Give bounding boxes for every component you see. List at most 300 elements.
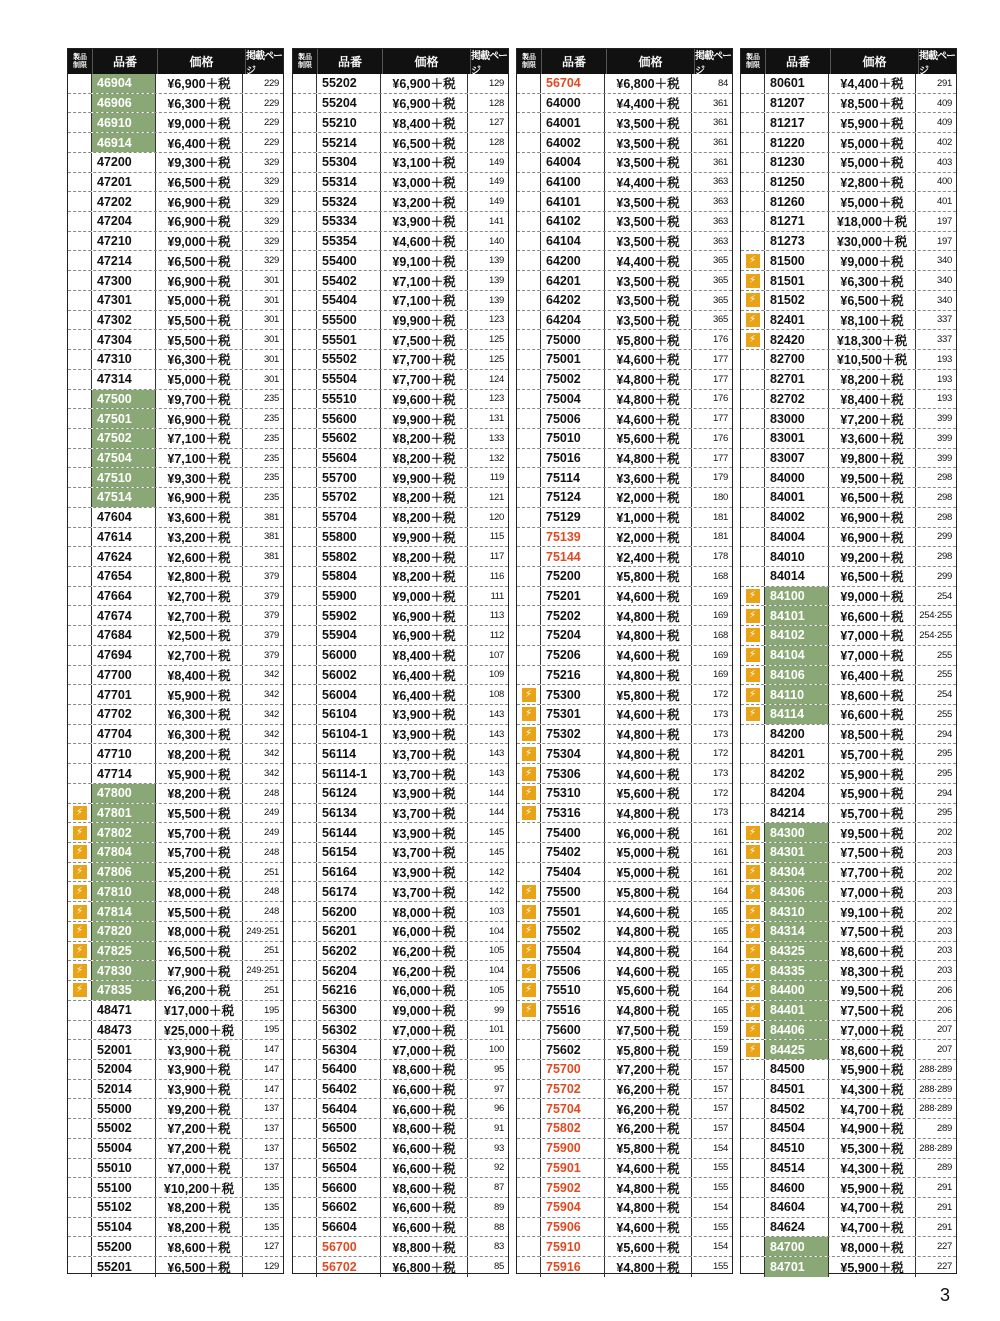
price: ¥6,000＋税 — [605, 823, 692, 842]
price: ¥4,800＋税 — [605, 1198, 692, 1217]
restriction-cell — [293, 902, 317, 921]
part-number: 64001 — [541, 113, 605, 132]
restriction-cell — [741, 251, 765, 270]
restriction-cell — [741, 1257, 765, 1277]
price: ¥10,200＋税 — [156, 1178, 243, 1197]
catalog-page: 298 — [937, 491, 952, 503]
table-row — [68, 823, 283, 843]
price: ¥6,400＋税 — [829, 666, 916, 685]
catalog-page: 169 — [713, 590, 728, 602]
catalog-page: 164 — [713, 886, 728, 898]
restriction-cell — [68, 567, 92, 586]
catalog-page: 202 — [937, 906, 952, 918]
restriction-cell — [517, 74, 541, 93]
restriction-cell — [293, 74, 317, 93]
table-row — [293, 133, 508, 153]
part-number: 56124 — [317, 784, 381, 803]
table-row — [68, 1119, 283, 1139]
part-number: 47704 — [92, 725, 156, 744]
table-row — [68, 1178, 283, 1198]
price: ¥6,500＋税 — [156, 251, 243, 270]
catalog-page: 173 — [713, 708, 728, 720]
part-number: 64204 — [541, 311, 605, 330]
table-row — [68, 350, 283, 370]
price: ¥5,000＋税 — [156, 291, 243, 310]
catalog-page: 229 — [264, 117, 279, 129]
part-number: 56404 — [317, 1099, 381, 1118]
price: ¥9,000＋税 — [381, 1001, 468, 1020]
price: ¥8,200＋税 — [381, 567, 468, 586]
table-row — [741, 192, 956, 212]
price: ¥4,600＋税 — [381, 232, 468, 251]
table-row — [293, 1178, 508, 1198]
part-number: 46910 — [92, 113, 156, 132]
catalog-page: 172 — [713, 689, 728, 701]
restriction-cell — [68, 863, 92, 882]
table-row — [293, 192, 508, 212]
restriction-cell — [68, 1237, 92, 1256]
table-row — [517, 606, 732, 626]
part-number: 82701 — [765, 370, 829, 389]
restriction-cell — [293, 626, 317, 645]
restriction-cell — [68, 606, 92, 625]
catalog-page: 180 — [713, 491, 728, 503]
part-number: 47825 — [92, 942, 156, 961]
part-number: 55510 — [317, 390, 381, 409]
restriction-cell — [293, 843, 317, 862]
catalog-page: 294 — [937, 728, 952, 740]
lightning-bolt-icon: ⚡ — [522, 964, 536, 978]
restriction-cell — [293, 784, 317, 803]
part-number: 84604 — [765, 1198, 829, 1217]
part-number: 56000 — [317, 646, 381, 665]
catalog-page: 399 — [937, 432, 952, 444]
catalog-page: 301 — [264, 373, 279, 385]
header-price: 価格 — [158, 49, 246, 74]
catalog-page: 337 — [937, 334, 952, 346]
part-number: 84114 — [765, 705, 829, 724]
catalog-page: 147 — [264, 1083, 279, 1095]
price: ¥4,800＋税 — [605, 626, 692, 645]
price: ¥6,400＋税 — [156, 133, 243, 152]
catalog-page: 168 — [713, 629, 728, 641]
price: ¥5,900＋税 — [829, 1178, 916, 1197]
catalog-page: 361 — [713, 156, 728, 168]
price: ¥5,700＋税 — [156, 843, 243, 862]
lightning-bolt-icon: ⚡ — [73, 826, 87, 840]
restriction-cell — [741, 823, 765, 842]
restriction-cell — [68, 350, 92, 369]
table-row — [517, 212, 732, 232]
price: ¥6,900＋税 — [156, 192, 243, 211]
table-row — [517, 113, 732, 133]
price: ¥8,200＋税 — [829, 370, 916, 389]
price: ¥3,200＋税 — [381, 192, 468, 211]
restriction-cell — [68, 1218, 92, 1237]
price: ¥6,400＋税 — [381, 685, 468, 704]
header-page: 掲載ページ — [919, 50, 955, 77]
catalog-page: 155 — [713, 1221, 728, 1233]
catalog-page: 149 — [489, 196, 504, 208]
price: ¥8,500＋税 — [829, 94, 916, 113]
restriction-cell — [517, 113, 541, 132]
restriction-cell — [293, 1178, 317, 1197]
lightning-bolt-icon: ⚡ — [73, 885, 87, 899]
restriction-cell — [741, 429, 765, 448]
restriction-cell — [741, 646, 765, 665]
price: ¥5,300＋税 — [829, 1139, 916, 1158]
catalog-page: 177 — [713, 373, 728, 385]
table-row — [517, 133, 732, 153]
table-row — [293, 1080, 508, 1100]
price: ¥6,200＋税 — [605, 1080, 692, 1099]
table-row — [68, 94, 283, 114]
part-number: 47830 — [92, 961, 156, 980]
catalog-page: 363 — [713, 176, 728, 188]
catalog-page: 363 — [713, 215, 728, 227]
price: ¥3,900＋税 — [381, 705, 468, 724]
restriction-cell — [68, 823, 92, 842]
price: ¥4,800＋税 — [605, 370, 692, 389]
part-number: 55704 — [317, 508, 381, 527]
catalog-page: 251 — [264, 866, 279, 878]
restriction-cell — [68, 784, 92, 803]
price: ¥9,500＋税 — [829, 823, 916, 842]
restriction-cell — [517, 153, 541, 172]
part-number: 56144 — [317, 823, 381, 842]
lightning-bolt-icon: ⚡ — [746, 688, 760, 702]
price: ¥3,700＋税 — [381, 843, 468, 862]
restriction-cell — [741, 764, 765, 783]
catalog-page: 173 — [713, 728, 728, 740]
restriction-cell — [517, 1021, 541, 1040]
price: ¥8,000＋税 — [829, 1237, 916, 1256]
restriction-cell — [293, 192, 317, 211]
restriction-cell — [741, 330, 765, 349]
price: ¥6,300＋税 — [829, 271, 916, 290]
table-row — [741, 685, 956, 705]
price: ¥8,400＋税 — [156, 666, 243, 685]
restriction-cell — [517, 330, 541, 349]
catalog-page: 381 — [264, 511, 279, 523]
catalog-page: 159 — [713, 1024, 728, 1036]
price: ¥6,300＋税 — [156, 705, 243, 724]
catalog-page: 115 — [489, 531, 504, 543]
part-number: 82420 — [765, 330, 829, 349]
catalog-page: 202 — [937, 866, 952, 878]
table-row — [741, 1218, 956, 1238]
restriction-cell — [741, 232, 765, 251]
catalog-page: 288·289 — [919, 1063, 952, 1075]
price: ¥3,900＋税 — [381, 212, 468, 231]
restriction-cell — [741, 1040, 765, 1059]
table-row — [68, 922, 283, 942]
part-number: 55800 — [317, 528, 381, 547]
table-row — [741, 823, 956, 843]
price: ¥8,600＋税 — [156, 1237, 243, 1256]
table-row — [517, 725, 732, 745]
table-row — [293, 942, 508, 962]
price: ¥6,900＋税 — [829, 508, 916, 527]
table-row — [293, 823, 508, 843]
catalog-page: 329 — [264, 176, 279, 188]
part-number: 75504 — [541, 942, 605, 961]
part-number: 47814 — [92, 902, 156, 921]
part-number: 75302 — [541, 725, 605, 744]
table-row — [68, 1139, 283, 1159]
part-number: 81260 — [765, 192, 829, 211]
part-number: 75300 — [541, 685, 605, 704]
catalog-page: 298 — [937, 472, 952, 484]
table-row — [741, 863, 956, 883]
restriction-cell — [293, 1139, 317, 1158]
restriction-cell — [741, 626, 765, 645]
table-row — [517, 981, 732, 1001]
table-row — [68, 902, 283, 922]
catalog-page: 133 — [489, 432, 504, 444]
price: ¥6,800＋税 — [605, 74, 692, 93]
price: ¥6,900＋税 — [156, 212, 243, 231]
table-row — [293, 863, 508, 883]
price: ¥4,600＋税 — [605, 646, 692, 665]
restriction-cell — [293, 744, 317, 763]
table-row — [741, 350, 956, 370]
catalog-page: 379 — [264, 570, 279, 582]
table-row — [293, 1001, 508, 1021]
table-row — [741, 251, 956, 271]
table-row — [68, 567, 283, 587]
part-number: 84335 — [765, 961, 829, 980]
table-row — [68, 705, 283, 725]
catalog-page: 139 — [489, 275, 504, 287]
part-number: 56104-1 — [317, 725, 381, 744]
table-row — [293, 843, 508, 863]
price: ¥6,000＋税 — [381, 981, 468, 1000]
catalog-page: 173 — [713, 768, 728, 780]
price: ¥4,800＋税 — [605, 390, 692, 409]
restriction-cell — [517, 370, 541, 389]
header-page: 掲載ページ — [471, 50, 507, 77]
price: ¥4,800＋税 — [605, 1001, 692, 1020]
restriction-cell — [68, 981, 92, 1000]
catalog-page: 105 — [489, 945, 504, 957]
catalog-page: 251 — [264, 945, 279, 957]
header-restriction: 製品 制限 — [293, 49, 318, 74]
price: ¥8,200＋税 — [381, 547, 468, 566]
restriction-cell — [293, 153, 317, 172]
part-number: 64101 — [541, 192, 605, 211]
price: ¥4,300＋税 — [829, 1159, 916, 1178]
catalog-page: 249·251 — [246, 965, 279, 977]
catalog-page: 129 — [264, 1261, 279, 1273]
price: ¥9,200＋税 — [156, 1099, 243, 1118]
restriction-cell — [517, 587, 541, 606]
catalog-page: 251 — [264, 984, 279, 996]
catalog-page: 401 — [937, 196, 952, 208]
table-row — [517, 1178, 732, 1198]
table-row — [741, 232, 956, 252]
part-number: 81271 — [765, 212, 829, 231]
catalog-page: 203 — [937, 945, 952, 957]
part-number: 56702 — [317, 1257, 381, 1277]
part-number: 84004 — [765, 528, 829, 547]
part-number: 47684 — [92, 626, 156, 645]
catalog-page: 95 — [494, 1063, 504, 1075]
restriction-cell — [68, 902, 92, 921]
price: ¥4,700＋税 — [829, 1198, 916, 1217]
table-row — [68, 1080, 283, 1100]
catalog-page: 125 — [489, 353, 504, 365]
catalog-page: 178 — [713, 551, 728, 563]
restriction-cell — [517, 547, 541, 566]
part-number: 47804 — [92, 843, 156, 862]
catalog-page: 111 — [490, 590, 504, 602]
restriction-cell — [293, 1218, 317, 1237]
restriction-cell — [517, 390, 541, 409]
table-row — [68, 271, 283, 291]
lightning-bolt-icon: ⚡ — [746, 983, 760, 997]
restriction-cell — [293, 863, 317, 882]
part-number: 84214 — [765, 804, 829, 823]
price: ¥6,500＋税 — [156, 1257, 243, 1277]
restriction-cell — [68, 547, 92, 566]
table-row — [293, 626, 508, 646]
catalog-page: 154 — [713, 1201, 728, 1213]
table-row — [741, 133, 956, 153]
price: ¥6,200＋税 — [605, 1099, 692, 1118]
catalog-page: 340 — [937, 294, 952, 306]
price: ¥3,900＋税 — [381, 863, 468, 882]
restriction-cell — [68, 390, 92, 409]
price: ¥5,000＋税 — [605, 863, 692, 882]
price: ¥6,600＋税 — [829, 705, 916, 724]
restriction-cell — [293, 1001, 317, 1020]
price: ¥3,500＋税 — [605, 133, 692, 152]
part-number: 75704 — [541, 1099, 605, 1118]
catalog-page: 229 — [264, 97, 279, 109]
part-number: 81217 — [765, 113, 829, 132]
restriction-cell — [741, 961, 765, 980]
table-row — [517, 1021, 732, 1041]
restriction-cell — [68, 528, 92, 547]
catalog-page: 235 — [264, 472, 279, 484]
catalog-page: 168 — [713, 570, 728, 582]
restriction-cell — [68, 725, 92, 744]
price: ¥3,700＋税 — [381, 744, 468, 763]
price: ¥7,500＋税 — [829, 843, 916, 862]
part-number: 56216 — [317, 981, 381, 1000]
restriction-cell — [517, 409, 541, 428]
lightning-bolt-icon: ⚡ — [73, 924, 87, 938]
price: ¥6,200＋税 — [156, 981, 243, 1000]
catalog-page: 105 — [489, 984, 504, 996]
part-number: 56402 — [317, 1080, 381, 1099]
restriction-cell — [293, 804, 317, 823]
catalog-page: 381 — [264, 531, 279, 543]
table-row — [68, 232, 283, 252]
part-number: 75404 — [541, 863, 605, 882]
part-number: 56602 — [317, 1198, 381, 1217]
restriction-cell — [517, 784, 541, 803]
lightning-bolt-icon: ⚡ — [522, 944, 536, 958]
table-row — [741, 942, 956, 962]
part-number: 55000 — [92, 1099, 156, 1118]
catalog-page: 301 — [264, 334, 279, 346]
table-row — [741, 587, 956, 607]
part-number: 47802 — [92, 823, 156, 842]
restriction-cell — [293, 606, 317, 625]
table-row — [68, 1257, 283, 1277]
catalog-page: 193 — [937, 353, 952, 365]
restriction-cell — [741, 212, 765, 231]
catalog-page: 399 — [937, 452, 952, 464]
restriction-cell — [517, 705, 541, 724]
price: ¥9,000＋税 — [829, 251, 916, 270]
header-price: 価格 — [831, 49, 919, 74]
catalog-page: 235 — [264, 393, 279, 405]
header-page: 掲載ページ — [246, 50, 282, 77]
catalog-page: 340 — [937, 255, 952, 267]
part-number: 47800 — [92, 784, 156, 803]
table-row — [68, 725, 283, 745]
table-row — [293, 449, 508, 469]
price: ¥6,500＋税 — [829, 567, 916, 586]
price: ¥5,800＋税 — [605, 330, 692, 349]
table-row — [68, 961, 283, 981]
part-number: 75016 — [541, 449, 605, 468]
header-restriction: 製品 制限 — [741, 49, 766, 74]
table-row — [68, 863, 283, 883]
restriction-cell — [741, 981, 765, 1000]
restriction-cell — [517, 863, 541, 882]
restriction-cell — [293, 232, 317, 251]
catalog-page: 143 — [489, 768, 504, 780]
table-row — [68, 488, 283, 508]
catalog-page: 135 — [264, 1182, 279, 1194]
part-number: 55002 — [92, 1119, 156, 1138]
price: ¥6,900＋税 — [381, 606, 468, 625]
restriction-cell — [293, 94, 317, 113]
part-number: 55324 — [317, 192, 381, 211]
restriction-cell — [293, 330, 317, 349]
restriction-cell — [741, 804, 765, 823]
part-number: 84425 — [765, 1040, 829, 1059]
table-row — [517, 468, 732, 488]
restriction-cell — [517, 1119, 541, 1138]
table-row — [517, 902, 732, 922]
table-row — [517, 173, 732, 193]
table-row — [293, 902, 508, 922]
table-row — [741, 981, 956, 1001]
table-row — [68, 1040, 283, 1060]
price: ¥7,500＋税 — [381, 330, 468, 349]
table-row — [293, 725, 508, 745]
table-row — [293, 1159, 508, 1179]
part-number: 75001 — [541, 350, 605, 369]
price: ¥5,000＋税 — [829, 133, 916, 152]
price: ¥8,400＋税 — [829, 390, 916, 409]
price: ¥3,500＋税 — [605, 311, 692, 330]
restriction-cell — [517, 508, 541, 527]
table-row — [741, 1060, 956, 1080]
table-row — [517, 961, 732, 981]
price: ¥8,600＋税 — [829, 685, 916, 704]
restriction-cell — [741, 1060, 765, 1079]
restriction-cell — [68, 212, 92, 231]
restriction-cell — [517, 1139, 541, 1158]
part-number: 75306 — [541, 764, 605, 783]
header-page: 掲載ページ — [695, 50, 731, 77]
